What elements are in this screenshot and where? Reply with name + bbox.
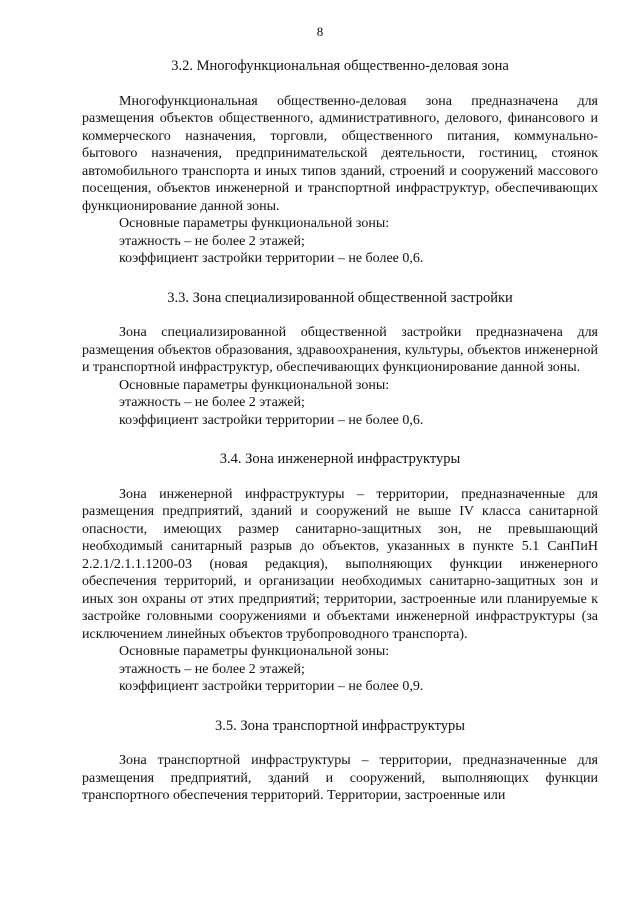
section-heading: 3.3. Зона специализированной общественной застройки (167, 289, 513, 306)
section-multifunctional-zone (82, 58, 598, 268)
section-heading: 3.5. Зона транспортной инфраструктуры (214, 717, 465, 734)
params-title: Основные параметры функциональной зоны: (119, 644, 390, 659)
page-number: 8 (316, 24, 324, 39)
param-coverage: коэффициент застройки территории – не более 0,6. (119, 251, 424, 266)
section-engineering-infrastructure-zone (82, 451, 598, 696)
section-specialized-public-zone (82, 290, 598, 430)
section-paragraph: Зона специализированной общественной застройки предназначена для размещения объектов образования, здравоохранения, культуры, объектов инженерной и транспортной инфраструктур, обеспечивающих функционирование данной зоны. (82, 325, 598, 375)
param-coverage: коэффициент застройки территории – не более 0,6. (119, 412, 424, 428)
params-title: Основные параметры функциональной зоны: (119, 216, 390, 231)
section-paragraph: Зона инженерной инфраструктуры – территории, предназначенные для размещения предприятий, зданий и сооружений не выше IV класса санитарной опасности, имеющих размер санитарно-защитных зон, не превышающий необходимый санитарный разрыв до объектов, указанных в пункте 5.1 СанПиН 2.2.1/2.1.1.1200-03 (новая редакция), выполняющих функции инженерного обеспечения территорий, и организации необходимых санитарно-защитных зон и иных зон охраны от этих предприятий; территории, застроенные или планируемые к застройке головными сооружениями и объектами инженерной инфраструктуры (за исключением линейных объектов трубопроводного транспорта). (82, 486, 598, 642)
param-floors: этажность – не более 2 этажей; (119, 661, 305, 677)
page-content (82, 58, 598, 805)
param-floors: этажность – не более 2 этажей; (119, 395, 305, 410)
section-paragraph: Зона транспортной инфраструктуры – территории, предназначенные для размещения предприятий, зданий и сооружений, выполняющих функции транспортного обеспечения территорий. Территории, застроенные или (82, 753, 598, 803)
section-heading: 3.2. Многофункциональная общественно-деловая зона (171, 58, 509, 74)
section-transport-infrastructure-zone (82, 718, 598, 805)
param-floors: этажность – не более 2 этажей; (119, 233, 305, 249)
section-paragraph: Многофункциональная общественно-деловая зона предназначена для размещения объектов общественного, административного, делового, финансового и коммерческого назначения, торговли, общественного питания, коммунально-бытового назначения, предпринимательской деятельности, гостиниц, стоянок автомобильного транспорта и иных типов зданий, строений и сооружений массового посещения, объектов инженерной и транспортной инфраструктур, обеспечивающих функционирование данной зоны. (82, 93, 598, 214)
section-heading: 3.4. Зона инженерной инфраструктуры (219, 451, 461, 467)
param-coverage: коэффициент застройки территории – не более 0,9. (119, 679, 424, 694)
params-title: Основные параметры функциональной зоны: (119, 377, 390, 393)
